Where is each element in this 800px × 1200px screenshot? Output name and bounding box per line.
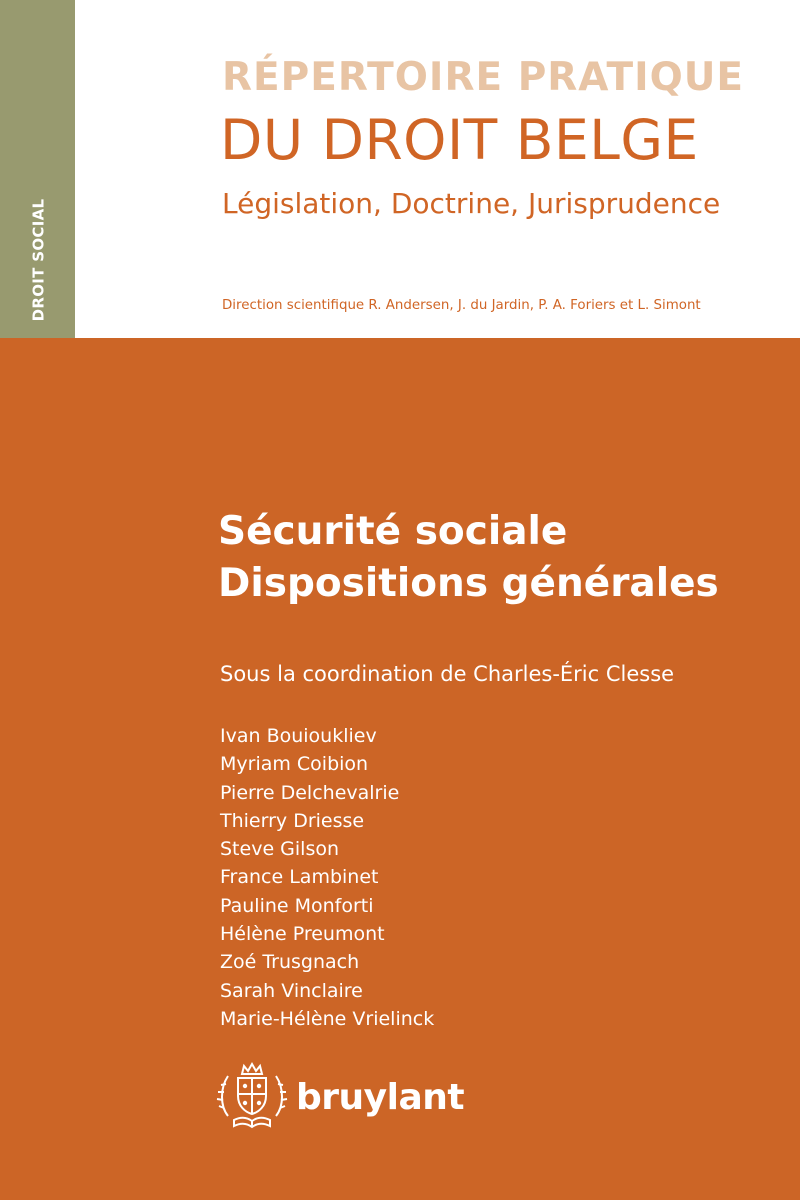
author-item: Marie-Hélène Vrielinck [220, 1007, 435, 1030]
series-title-line2: DU DROIT BELGE [220, 108, 699, 172]
publisher-name: bruylant [296, 1077, 465, 1118]
author-item: France Lambinet [220, 866, 379, 889]
coordination-credit: Sous la coordination de Charles-Éric Clesse [220, 662, 675, 686]
book-title [218, 506, 719, 610]
author-item: Pierre Delchevalrie [220, 781, 400, 804]
publisher-logo [214, 1058, 464, 1134]
author-item: Zoé Trusgnach [220, 951, 360, 974]
series-subtitle: Législation, Doctrine, Jurisprudence [222, 187, 721, 220]
author-item: Hélène Preumont [220, 923, 385, 946]
series-title-line1: RÉPERTOIRE PRATIQUE [222, 55, 745, 100]
author-list [220, 722, 434, 1033]
scientific-direction: Direction scientifique R. Andersen, J. du Jardin, P. A. Foriers et L. Simont [222, 298, 701, 313]
author-item: Ivan Bouioukliev [220, 725, 377, 747]
spine-label-wrap [20, 190, 56, 330]
author-item: Sarah Vinclaire [220, 979, 363, 1002]
author-item: Steve Gilson [220, 838, 340, 861]
book-title-line1: Sécurité sociale [218, 509, 568, 554]
author-item: Thierry Driesse [220, 809, 365, 832]
author-item: Pauline Monforti [220, 894, 374, 917]
bruylant-emblem-icon [214, 1058, 290, 1134]
spine-label: DROIT SOCIAL [29, 198, 48, 322]
book-title-line2: Dispositions générales [218, 561, 719, 606]
author-item: Myriam Coibion [220, 753, 369, 776]
